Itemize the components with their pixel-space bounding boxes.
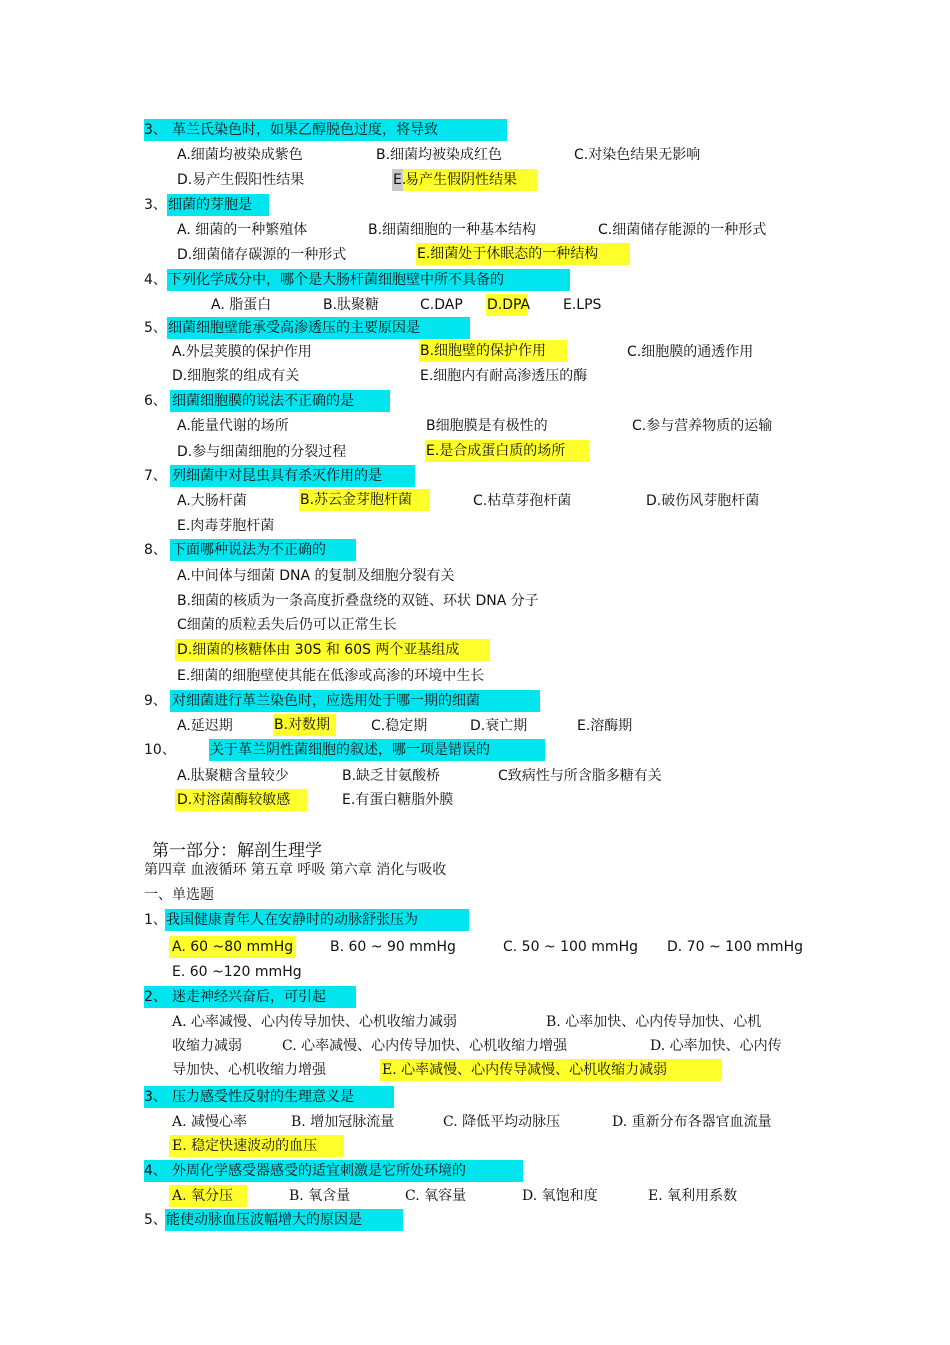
option-a: A. 氧分压 [172,1188,234,1204]
option-d: D.破伤风芽胞杆菌 [646,493,760,509]
option-b: B. 增加冠脉流量 [291,1114,395,1130]
option-e: E.有蛋白糖脂外膜 [342,792,454,808]
option-b: B.细菌细胞的一种基本结构 [368,222,537,238]
option-e: E.肉毒芽胞杆菌 [177,518,275,534]
option-e: 易产生假阴性结果 [405,172,517,188]
question-text: 我国健康青年人在安静时的动脉舒张压为 [166,912,418,928]
question-text: 关于革兰阴性菌细胞的叙述，哪一项是错误的 [210,742,490,758]
option-a: A.外层荚膜的保护作用 [172,344,312,360]
question-text: 下列化学成分中，哪个是大肠杆菌细胞壁中所不具备的 [168,272,504,288]
option-c: C细菌的质粒丢失后仍可以正常生长 [177,617,397,633]
question-number: 6、 [144,393,167,409]
option-b: B.肽聚糖 [323,297,380,313]
option-d: D.易产生假阳性结果 [177,172,305,188]
question-number: 8、 [144,542,167,558]
option-d: D. 70 ~ 100 mmHg [667,939,803,955]
option-c: C.枯草芽孢杆菌 [473,493,572,509]
option-b: B. 氧含量 [289,1188,351,1204]
question-text: 细菌细胞壁能承受高渗透压的主要原因是 [168,320,420,336]
option-a: A. 减慢心率 [172,1114,248,1130]
question-text: 能使动脉血压波幅增大的原因是 [166,1212,362,1228]
option-a: A.肽聚糖含量较少 [177,768,289,784]
option-e: E.是合成蛋白质的场所 [426,443,566,459]
question-number: 5、 [144,1212,167,1228]
option-d-part2: 导加快、心机收缩力增强 [172,1062,326,1078]
question-number: 4、 [144,272,167,288]
option-d: D.细菌的核糖体由 30S 和 60S 两个亚基组成 [177,642,460,658]
option-b: B.细胞壁的保护作用 [420,343,547,359]
question-text: 列细菌中对昆虫具有杀灭作用的是 [172,468,382,484]
question-number: 3、 [144,1089,167,1105]
option-a: A. 心率减慢、心内传导加快、心机收缩力减弱 [172,1014,458,1030]
option-e: E.溶酶期 [577,718,633,734]
option-d: D.细菌储存碳源的一种形式 [177,247,347,263]
option-b: B.对数期 [274,717,331,733]
question-number: 7、 [144,468,167,484]
option-e: E.细菌的细胞壁使其能在低渗或高渗的环境中生长 [177,668,485,684]
option-b: B. 60 ~ 90 mmHg [330,939,456,955]
part-title: 第一部分：解剖生理学 [152,841,322,861]
option-a: A. 细菌的一种繁殖体 [177,222,308,238]
question-text: 外周化学感受器感受的适宜刺激是它所处环境的 [172,1163,466,1179]
option-b: B.细菌均被染成红色 [376,147,503,163]
option-c: C. 降低平均动脉压 [443,1114,561,1130]
question-number: 3、 [144,122,167,138]
option-d-part1: D. 心率加快、心内传 [650,1038,782,1054]
option-d: D. 重新分布各器官血流量 [612,1114,772,1130]
option-a: A. 60 ~80 mmHg [172,939,294,955]
question-text: 细菌细胞膜的说法不正确的是 [172,393,354,409]
option-c: C. 心率减慢、心内传导加快、心机收缩力增强 [282,1038,568,1054]
question-text: 迷走神经兴奋后，可引起 [172,989,326,1005]
option-a: A.中间体与细菌 DNA 的复制及细胞分裂有关 [177,568,455,584]
question-text: 细菌的芽胞是 [168,197,252,213]
option-d: D.细胞浆的组成有关 [172,368,300,384]
option-e: E.细菌处于休眠态的一种结构 [417,246,599,262]
option-b: B细胞膜是有极性的 [426,418,548,434]
option-d: D. 氧饱和度 [522,1188,598,1204]
option-b: B.细菌的核质为一条高度折叠盘绕的双链、环状 DNA 分子 [177,593,539,609]
question-number: 4、 [144,1163,167,1179]
option-d: D.DPA [487,297,531,313]
option-a: A.大肠杆菌 [177,493,247,509]
question-text: 压力感受性反射的生理意义是 [172,1089,354,1105]
option-c: C致病性与所含脂多糖有关 [498,768,662,784]
question-number: 5、 [144,320,167,336]
question-text: 下面哪种说法为不正确的 [172,542,326,558]
option-e: E. 心率减慢、心内传导减慢、心机收缩力减弱 [382,1062,668,1078]
question-text: 对细菌进行革兰染色时，应选用处于哪一期的细菌 [172,693,480,709]
option-e: E. 60 ~120 mmHg [172,964,302,980]
question-number: 9、 [144,693,167,709]
option-c: C.细胞膜的通透作用 [627,344,754,360]
question-number: 3、 [144,197,167,213]
option-a: A.能量代谢的场所 [177,418,289,434]
option-a: A. 脂蛋白 [211,297,272,313]
question-number: 10、 [144,742,176,758]
option-e: E.细胞内有耐高渗透压的酶 [420,368,588,384]
option-c: C.对染色结果无影响 [574,147,701,163]
option-d: D.衰亡期 [470,718,528,734]
option-a: A.延迟期 [177,718,233,734]
option-c: C. 氧容量 [405,1188,467,1204]
option-c: C.参与营养物质的运输 [632,418,773,434]
option-c: C. 50 ~ 100 mmHg [503,939,638,955]
option-e-letter: E. [393,172,407,188]
option-d: D.对溶菌酶较敏感 [177,792,291,808]
option-c: C.稳定期 [371,718,428,734]
option-e: E.LPS [563,297,602,313]
option-e: E. 氧利用系数 [648,1188,738,1204]
option-b-part2: 收缩力减弱 [172,1038,242,1054]
option-a: A.细菌均被染成紫色 [177,147,303,163]
question-number: 2、 [144,989,167,1005]
option-c: C.DAP [420,297,463,313]
question-text: 革兰氏染色时，如果乙醇脱色过度，将导致 [172,122,438,138]
option-b: B.缺乏甘氨酸桥 [342,768,441,784]
option-d: D.参与细菌细胞的分裂过程 [177,444,347,460]
chapter-list: 第四章 血液循环 第五章 呼吸 第六章 消化与吸收 [144,862,447,878]
option-b-part1: B. 心率加快、心内传导加快、心机 [546,1014,762,1030]
option-b: B.苏云金芽胞杆菌 [300,492,413,508]
section-title: 一、单选题 [144,887,214,903]
option-c: C.细菌储存能源的一种形式 [598,222,767,238]
question-number: 1、 [144,912,167,928]
option-e: E. 稳定快速波动的血压 [172,1138,318,1154]
